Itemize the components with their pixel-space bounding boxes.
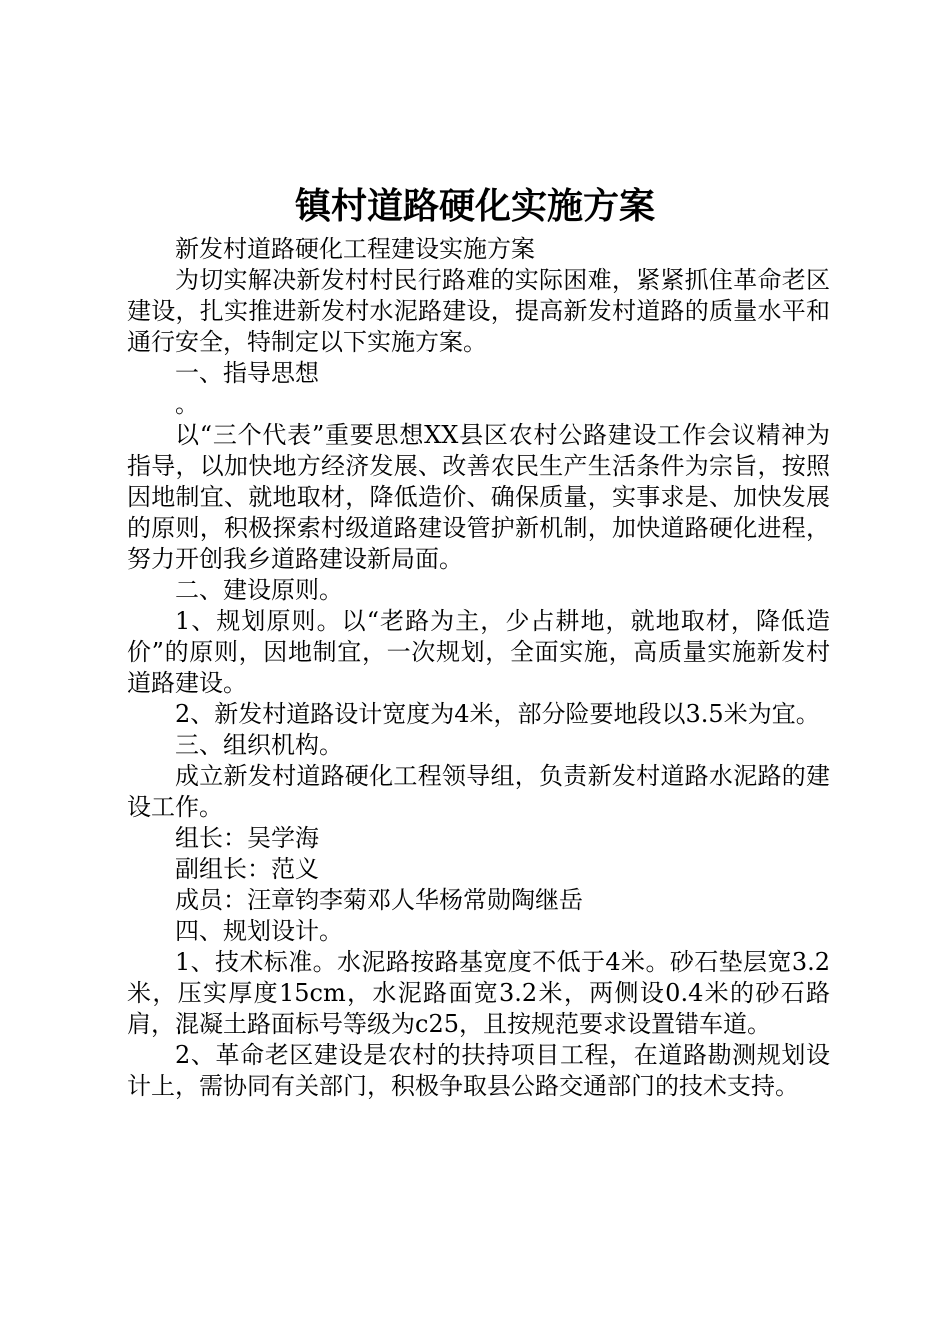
section-heading-guiding-ideology: 一、指导思想 <box>175 359 319 387</box>
members-line: 成员：汪章钧李菊邓人华杨常勋陶继岳 <box>175 886 583 914</box>
leader-line: 组长：吴学海 <box>175 824 319 852</box>
subtitle-paragraph: 新发村道路硬化工程建设实施方案 <box>175 235 535 263</box>
stray-period-line: 。 <box>175 390 199 418</box>
document-title: 镇村道路硬化实施方案 <box>294 185 655 227</box>
principle-item-1: 1、规划原则。以“老路为主，少占耕地，就地取材，降低造价”的原则，因地制宜，一次规划，全面实施，高质量实施新发村道路建设。 <box>127 607 830 697</box>
section-heading-principles: 二、建设原则。 <box>175 576 343 604</box>
principle-item-2: 2、新发村道路设计宽度为4米，部分险要地段以3.5米为宜。 <box>175 700 820 728</box>
document-body <box>127 234 830 1102</box>
organization-paragraph: 成立新发村道路硬化工程领导组，负责新发村道路水泥路的建设工作。 <box>127 762 830 821</box>
planning-item-1: 1、技术标准。水泥路按路基宽度不低于4米。砂石垫层宽3.2米，压实厚度15cm，水泥路面宽3.2米，两侧设0.4米的砂石路肩，混凝土路面标号等级为c25，且按规范要求设置错车道。 <box>127 948 830 1038</box>
deputy-leader-line: 副组长：范义 <box>175 855 319 883</box>
section-heading-planning: 四、规划设计。 <box>175 917 343 945</box>
planning-item-2: 2、革命老区建设是农村的扶持项目工程，在道路勘测规划设计上，需协同有关部门，积极争取县公路交通部门的技术支持。 <box>127 1041 830 1100</box>
guiding-ideology-paragraph: 以“三个代表”重要思想XX县区农村公路建设工作会议精神为指导，以加快地方经济发展、改善农民生产生活条件为宗旨，按照因地制宜、就地取材，降低造价、确保质量，实事求是、加快发展的原则，积极探索村级道路建设管护新机制，加快道路硬化进程，努力开创我乡道路建设新局面。 <box>127 421 830 573</box>
section-heading-organization: 三、组织机构。 <box>175 731 343 759</box>
intro-paragraph: 为切实解决新发村村民行路难的实际困难，紧紧抓住革命老区建设，扎实推进新发村水泥路建设，提高新发村道路的质量水平和通行安全，特制定以下实施方案。 <box>127 266 830 356</box>
